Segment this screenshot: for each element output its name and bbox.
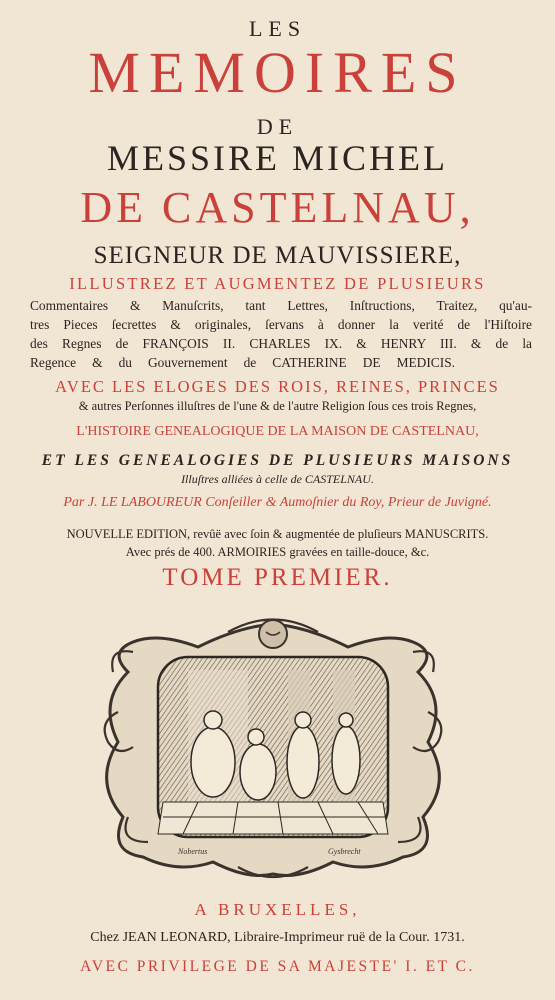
line-tome: TOME PREMIER. (162, 564, 393, 591)
engraver-left: Nobertus (178, 847, 208, 856)
body-line-1: Commentaires & Manuſcrits, tant Lettres, Inſtructions, Traitez, qu'au- (30, 298, 532, 313)
author-title: Conſeiller & Aumoſnier du Roy, Prieur de Juvigné. (205, 495, 492, 510)
body-line-2: tres Pieces ſecrettes & originales, ſervans à donner la verité de l'Hiſtoire (30, 317, 532, 332)
line-author (0, 495, 555, 511)
engraver-right: Gysbrecht (328, 847, 361, 856)
line-histoire: L'HISTOIRE GENEALOGIQUE DE LA MAISON DE CASTELNAU, (76, 424, 479, 439)
mask-head (259, 620, 287, 648)
line-city: A BRUXELLES, (194, 900, 361, 919)
author-par: Par J. LE LABOUREUR (63, 495, 202, 510)
line-avec-pres: Avec prés de 400. ARMOIRIES gravées en taille-douce, &c. (125, 545, 430, 559)
line-alliees: Illuſtres alliées à celle de CASTELNAU. (181, 472, 374, 486)
line-nouvelle: NOUVELLE EDITION, revûë avec ſoin & augmentée de pluſieurs MANUSCRITS. (66, 527, 489, 541)
line-privilege: AVEC PRIVILEGE DE SA MAJESTE' I. ET C. (80, 958, 475, 975)
body-line-3: des Regnes de FRANÇOIS II. CHARLES IX. & HENRY III. & de la (30, 336, 532, 351)
line-eloges: AVEC LES ELOGES DES ROIS, REINES, PRINCES (55, 377, 500, 396)
line-les: LES (248, 16, 307, 41)
line-genealogies: ET LES GENEALOGIES DE PLUSIEURS MAISONS (41, 452, 514, 469)
line-autres: & autres Perſonnes illuſtres de l'une & de l'autre Religion ſous ces trois Regnes, (78, 399, 477, 413)
line-printer: Chez JEAN LEONARD, Libraire-Imprimeur ruë de la Cour. 1731. (90, 930, 465, 945)
line-messire: MESSIRE MICHEL (106, 138, 449, 178)
line-seigneur: SEIGNEUR DE MAUVISSIERE, (93, 242, 462, 269)
line-de: DE (256, 114, 299, 139)
line-illustrez: ILLUSTREZ ET AUGMENTEZ DE PLUSIEURS (69, 274, 486, 293)
line-castelnau: DE CASTELNAU, (80, 183, 475, 232)
engraving-vignette (88, 612, 458, 882)
body-line-4: Regence & du Gouvernement de CATHERINE DE MEDICIS. (30, 355, 455, 370)
line-memoires: MEMOIRES (88, 40, 467, 105)
